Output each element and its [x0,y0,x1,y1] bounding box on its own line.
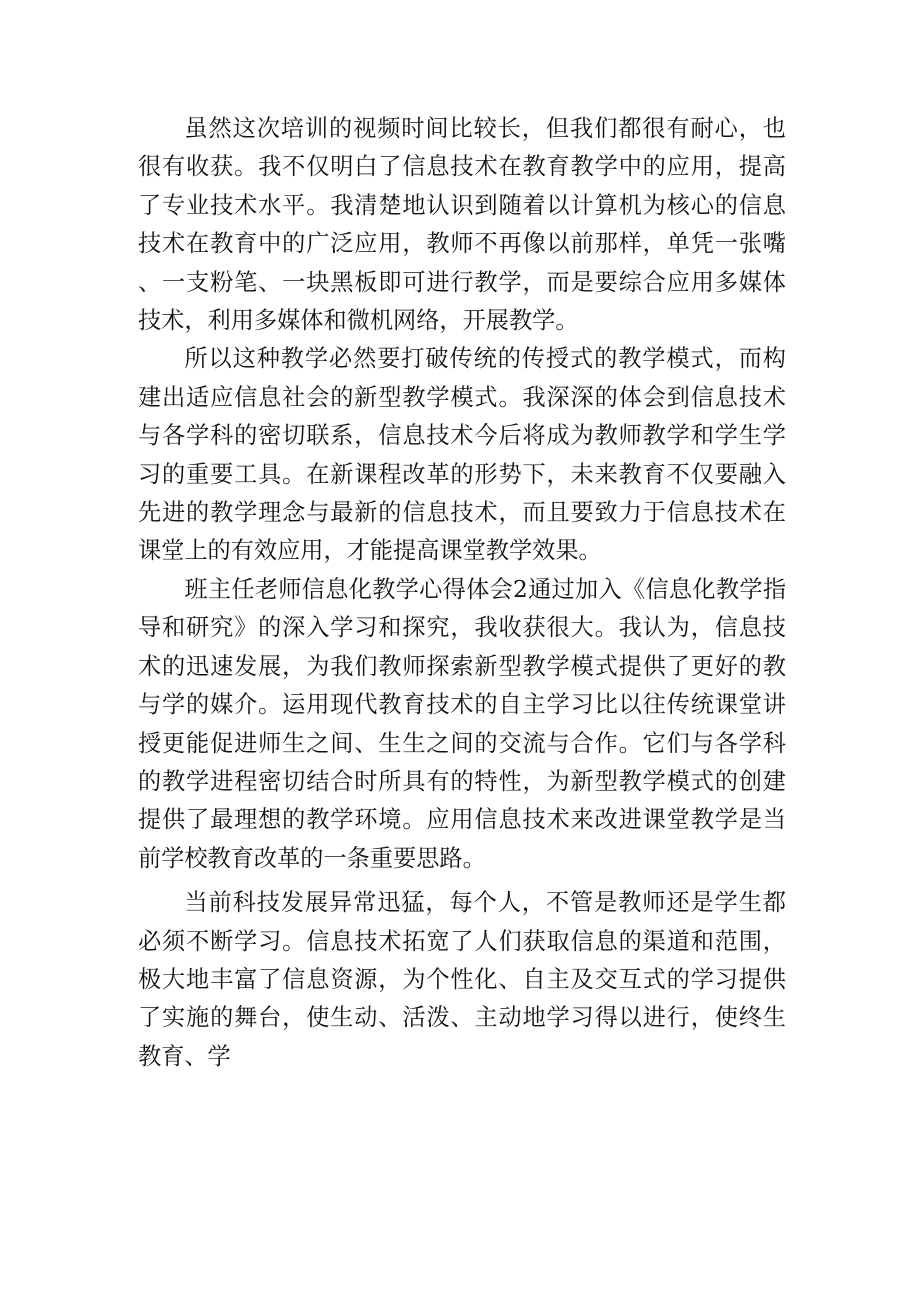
document-body [138,110,786,1076]
paragraph-training-video: 虽然这次培训的视频时间比较长，但我们都很有耐心，也很有收获。我不仅明白了信息技术在教育教学中的应用，提高了专业技术水平。我清楚地认识到随着以计算机为核心的信息技术在教育中的广泛应用，教师不再像以前那样，单凭一张嘴、一支粉笔、一块黑板即可进行教学，而是要综合应用多媒体技术，利用多媒体和微机网络，开展教学。 [138,115,786,335]
paragraph-experience-2: 班主任老师信息化教学心得体会2通过加入《信息化教学指导和研究》的深入学习和探究，我收获很大。我认为，信息技术的迅速发展，为我们教师探索新型教学模式提供了更好的教与学的媒介。运用现代教育技术的自主学习比以往传统课堂讲授更能促进师生之间、生生之间的交流与合作。它们与各学科的教学进程密切结合时所具有的特性，为新型教学模式的创建提供了最理想的教学环境。应用信息技术来改进课堂教学是当前学校教育改革的一条重要思路。 [138,575,786,872]
paragraph-technology-development: 当前科技发展异常迅猛，每个人，不管是教师还是学生都必须不断学习。信息技术拓宽了人们获取信息的渠道和范围，极大地丰富了信息资源，为个性化、自主及交互式的学习提供了实施的舞台，使生动、活泼、主动地学习得以进行，使终生教育、学 [138,889,786,1070]
paragraph-teaching-model: 所以这种教学必然要打破传统的传授式的教学模式，而构建出适应信息社会的新型教学模式。我深深的体会到信息技术与各学科的密切联系，信息技术今后将成为教师教学和学生学习的重要工具。在新课程改革的形势下，未来教育不仅要融入先进的教学理念与最新的信息技术，而且要致力于信息技术在课堂上的有效应用，才能提高课堂教学效果。 [138,345,786,565]
